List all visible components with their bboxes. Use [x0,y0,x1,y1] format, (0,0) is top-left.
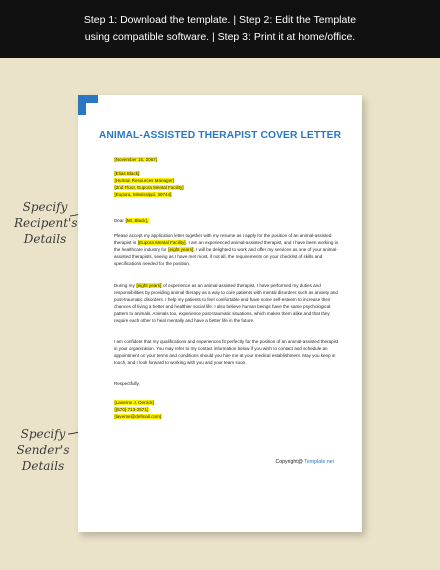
instructions-line-2: using compatible software. | Step 3: Print it at home/office. [84,31,356,43]
sender-name: [Laverne J. Derrick] [114,400,154,405]
date-field: [November 15, 2067] [114,157,157,162]
years-experience: [eight years] [168,246,194,252]
annotation-recipient-line-3: Details [23,232,67,246]
paragraph-1-text-c: . I will be delighted to work and offer my services as one of your animal-assisted therapists, seeing as I have met most, if not all, the requirements on your checklist of skills and specifications needed for the position. [114,246,338,266]
paragraph-1 [114,233,340,268]
instructions-banner [0,0,440,58]
paragraph-2 [114,283,340,324]
paragraph-2-text-a: During my [114,283,136,288]
salutation-name: [Mr. Black], [125,218,149,223]
paragraph-1-text-a: Please accept my application letter together with my resume as I apply for the position of an animal-assisted therapist in [114,233,332,245]
sender-phone: [(570) 713-2571] [114,406,149,412]
recipient-title: [Human Resources Manager] [114,177,174,183]
sender-block [114,400,340,421]
annotation-sender-line-3: Details [21,459,65,473]
instructions-line-1: Step 1: Download the template. | Step 2: Edit the Template [83,14,357,26]
years-experience-2: [eight years] [136,283,162,288]
annotation-sender-details [12,426,74,474]
annotation-recipient-details [14,199,76,247]
recipient-address-2: [Eupora, Mississippi, 39744] [114,191,172,197]
annotation-sender-line-2: Sender's [16,443,70,457]
salutation [114,218,340,225]
annotation-sender-line-1: Specify [20,427,66,441]
paragraph-2-text-b: of experience as an animal-assisted therapist, I have performed my duties and responsibilities by providing animal therapy as a way to cure patients with mental disorders such as anxiety and post-traumatic disorders. I help my patients to feel comfortable and have some self-esteem to increase their chances of living a better and healthier social life. I also believe human beings have the same psychological pattern to animals. Animals too, experience post-traumatic situations, which makes them alike and that they require each other to heal mentally and have a better life in the future. [114,283,338,323]
annotation-recipient-line-2: Recipent's [14,216,78,230]
closing: Respectfully, [114,381,140,386]
letter-title: ANIMAL-ASSISTED THERAPIST COVER LETTER [98,130,342,141]
copyright-prefix: Copyright@ [275,459,305,465]
paragraph-1-text-b: . I am an experienced animal-assisted therapist, and I have been working in the healthcare industry for [114,239,339,252]
sender-email: [laverne@defmail.com] [114,413,162,419]
copyright [78,459,334,465]
recipient-name: [Elias Black] [114,171,140,176]
annotation-recipient-line-1: Specify [22,200,68,214]
recipient-address-1: [2nd Floor, Eupora Mental Facility] [114,184,184,190]
copyright-brand-link[interactable]: Template.net [304,459,334,465]
paragraph-3: I am confident that my qualifications and experiences fit perfectly for the position of an animal-assisted therapist in your organization. You may refer to my contact information below if you wish to contact and schedule an appointment on your terms and conditions should you hire me at your medical establishment. May you keep in touch, and I look forward to working with you and your team soon. [114,339,339,365]
salutation-prefix: Dear [114,218,126,223]
letter-date [114,157,340,164]
recipient-block [114,171,340,199]
facility-name: [Eupora Mental Facility] [138,239,186,245]
letter-page [78,95,362,532]
corner-decoration-icon [78,95,98,115]
